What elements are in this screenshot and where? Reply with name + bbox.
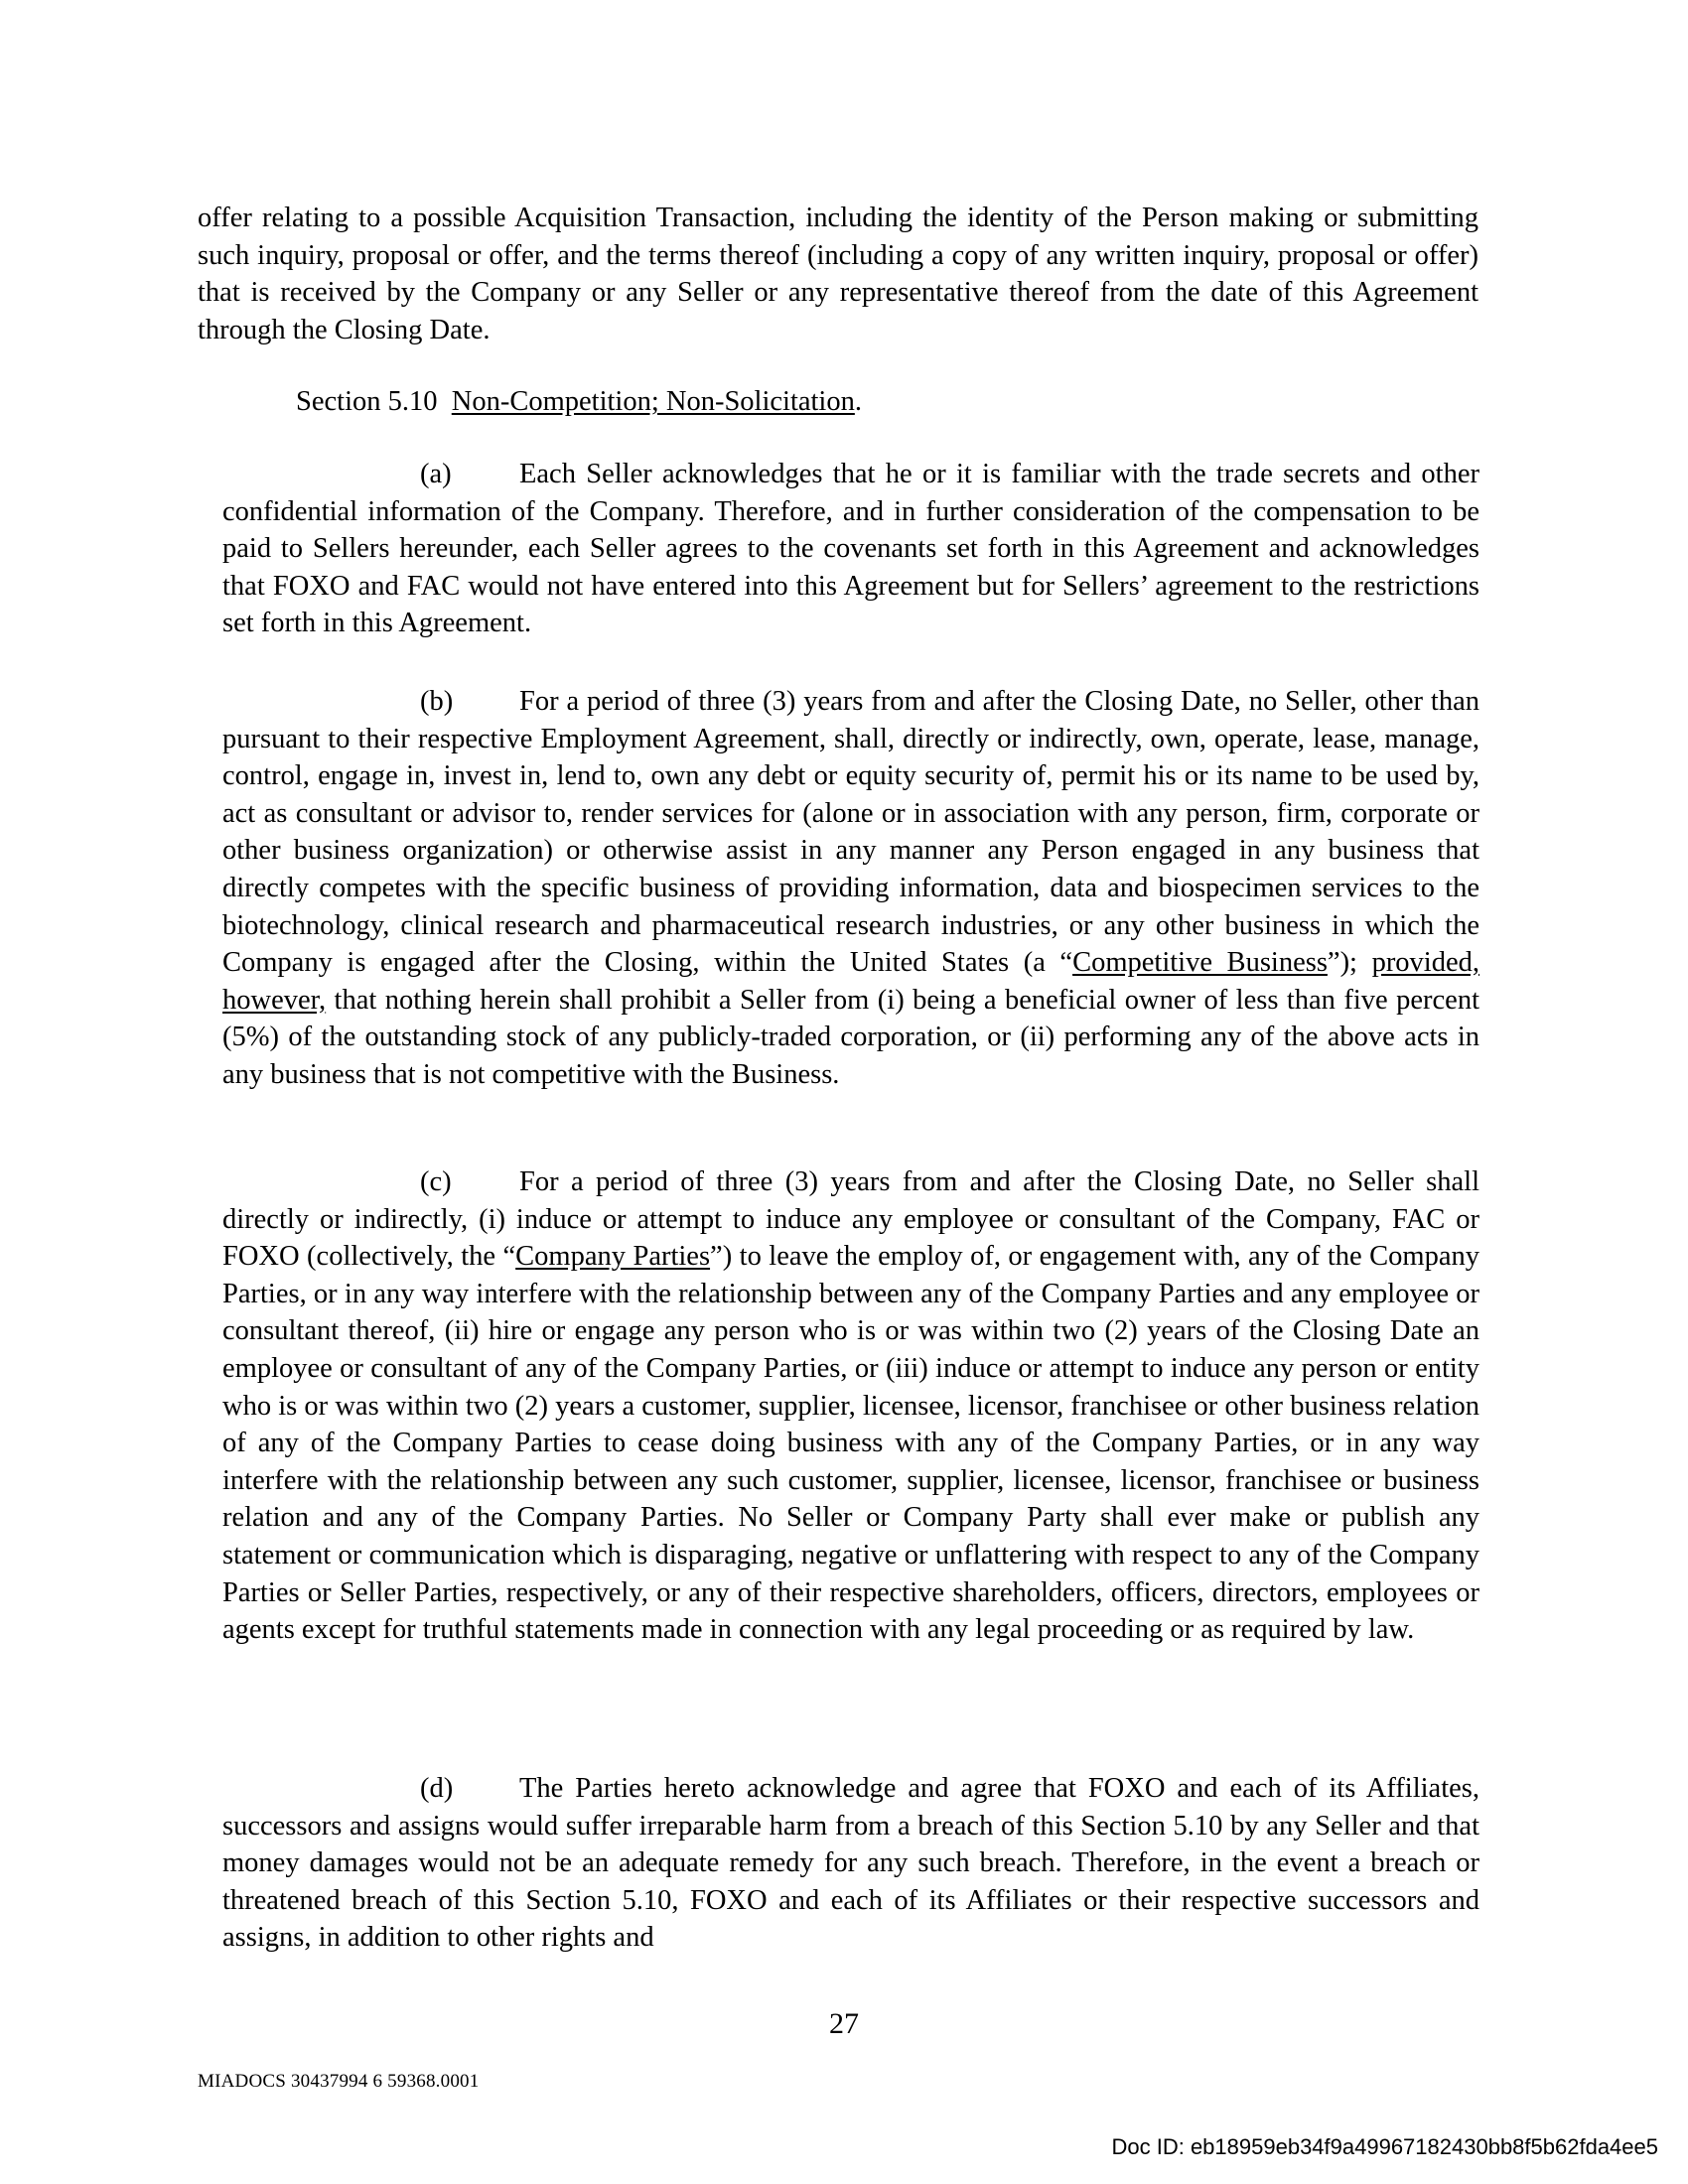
- subsection-b-text-2: ”);: [1327, 947, 1372, 979]
- subsection-d-text: The Parties hereto acknowledge and agree that FOXO and each of its Affiliates, successors and assigns would suffer irreparable harm from a breach of this Section 5.10 by any Seller and that money damages would not be an adequate remedy for any such breach. Therefore, in the event a breach or threatened breach of this Section 5.10, FOXO and each of its Affiliates or their respective successors and assigns, in addition to other rights and: [222, 1773, 1479, 1954]
- section-title: Non-Competition; Non-Solicitation: [451, 386, 855, 417]
- page-number: 27: [829, 2007, 859, 2040]
- subsection-b-label: (b): [420, 686, 454, 717]
- doc-id-stamp: Doc ID: eb18959eb34f9a49967182430bb8f5b62fda4ee5: [1111, 2134, 1658, 2159]
- section-heading: [296, 383, 1477, 421]
- section-title-period: .: [854, 386, 862, 417]
- subsection-c-text-1: For a period of three (3) years from and after the Closing Date, no Seller shall directly or indirectly, (i) induce or attempt to induce any employee or consultant of the Company, FAC or FOXO (collectively, the “: [222, 1166, 1479, 1273]
- subsection-a: [222, 456, 1479, 642]
- subsection-c-label: (c): [420, 1166, 452, 1197]
- section-number: Section 5.10: [296, 386, 438, 417]
- proviso-provided-however: provided, however,: [222, 947, 1479, 1016]
- subsection-d-label: (d): [420, 1773, 454, 1804]
- subsection-b: [222, 683, 1479, 1094]
- subsection-a-label: (a): [420, 459, 452, 489]
- subsection-b-text-1: For a period of three (3) years from and after the Closing Date, no Seller, other than pursuant to their respective Employment Agreement, shall, directly or indirectly, own, operate, lease, manage, control, engage in, invest in, lend to, own any debt or equity security of, permit his or its name to be used by, act as consultant or advisor to, render services for (alone or in association with any person, firm, corporate or other business organization) or otherwise assist in any manner any Person engaged in any business that directly competes with the specific business of providing information, data and biospecimen services to the biotechnology, clinical research and pharmaceutical research industries, or any other business in which the Company is engaged after the Closing, within the United States (a “: [222, 686, 1479, 979]
- subsection-c-text-2: ”) to leave the employ of, or engagement with, any of the Company Parties, or in any way interfere with the relationship between any of the Company Parties and any employee or consultant thereof, (ii) hire or engage any person who is or was within two (2) years of the Closing Date an employee or consultant of any of the Company Parties, or (iii) induce or attempt to induce any person or entity who is or was within two (2) years a customer, supplier, licensee, licensor, franchisee or other business relation of any of the Company Parties to cease doing business with any of the Company Parties, or in any way interfere with the relationship between any such customer, supplier, licensee, licensor, franchisee or business relation and any of the Company Parties. No Seller or Company Party shall ever make or publish any statement or communication which is disparaging, negative or unflattering with respect to any of the Company Parties or Seller Parties, respectively, or any of their respective shareholders, officers, directors, employees or agents except for truthful statements made in connection with any legal proceeding or as required by law.: [222, 1241, 1479, 1646]
- defined-term-competitive-business: Competitive Business: [1072, 947, 1328, 979]
- continued-paragraph: [198, 200, 1478, 348]
- subsection-d: [222, 1770, 1479, 1957]
- subsection-c: [222, 1163, 1479, 1649]
- subsection-b-text-3: that nothing herein shall prohibit a Seller from (i) being a beneficial owner of less than five percent (5%) of the outstanding stock of any publicly-traded corporation, or (ii) performing any of the above acts in any business that is not competitive with the Business.: [222, 984, 1479, 1090]
- defined-term-company-parties: Company Parties: [515, 1241, 711, 1273]
- footer-document-code: MIADOCS 30437994 6 59368.0001: [198, 2071, 480, 2092]
- continued-paragraph-text: offer relating to a possible Acquisition Transaction, including the identity of the Person making or submitting such inquiry, proposal or offer, and the terms thereof (including a copy of any written inquiry, proposal or offer) that is received by the Company or any Seller or any representative thereof from the date of this Agreement through the Closing Date.: [198, 203, 1478, 345]
- subsection-a-text: Each Seller acknowledges that he or it is familiar with the trade secrets and other confidential information of the Company. Therefore, and in further consideration of the compensation to be paid to Sellers hereunder, each Seller agrees to the covenants set forth in this Agreement and acknowledges that FOXO and FAC would not have entered into this Agreement but for Sellers’ agreement to the restrictions set forth in this Agreement.: [222, 459, 1479, 639]
